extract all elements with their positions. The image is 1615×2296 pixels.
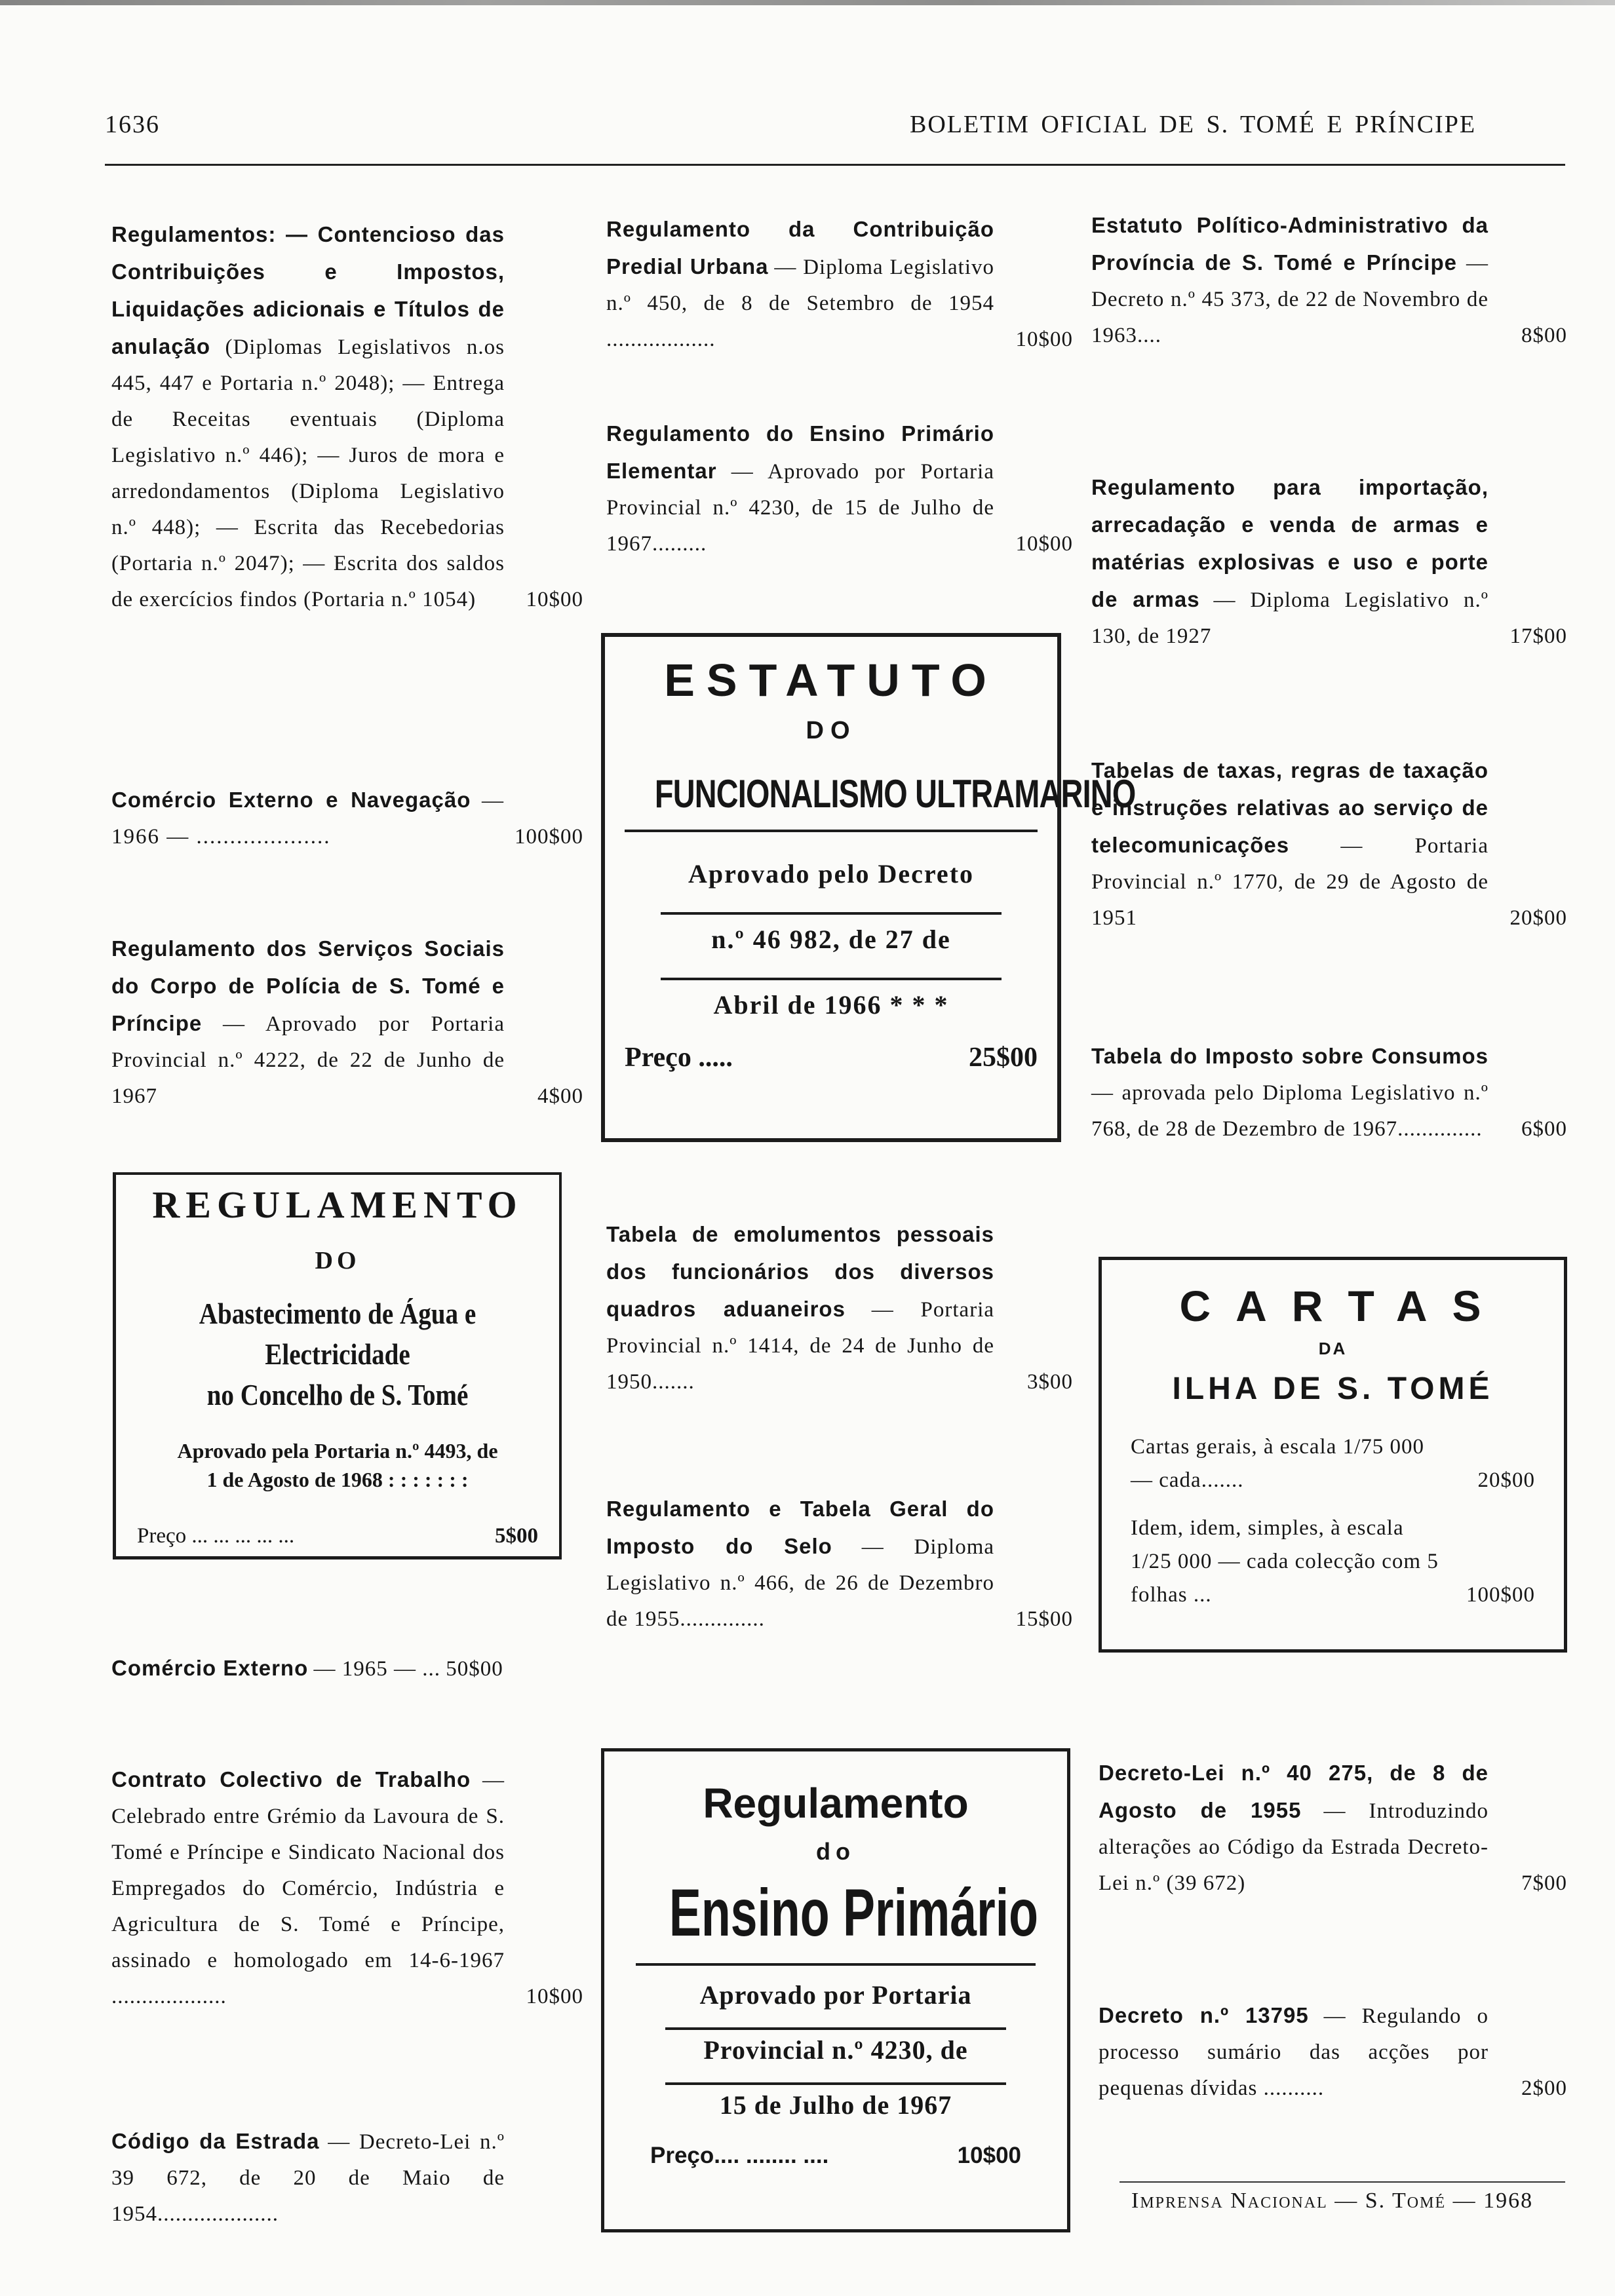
entry-estatuto-politico: [1091, 207, 1567, 354]
entry-title: Estatuto Político-Administrativo da Província de S. Tomé e Príncipe: [1091, 213, 1489, 275]
ad-item-text: Idem, idem, simples, à escala 1/25 000 — cada colecção com 5 folhas ...: [1131, 1516, 1439, 1607]
ad-price-list: [1102, 1430, 1564, 1612]
entry-title: Regulamento dos Serviços Sociais do Corpo de Polícia de S. Tomé e Príncipe: [111, 936, 505, 1035]
entry-price: 15$00: [1015, 1607, 1073, 1631]
entry-decreto-lei-40275: [1099, 1755, 1567, 1902]
ad-title-line: Abastecimento de Água e Electricidade: [199, 1297, 477, 1371]
entry-title: Regulamentos: — Contencioso das Contribuições e Impostos, Liquidações adicionais e Títulos de anulação: [111, 222, 505, 358]
ad-price-row: [605, 1042, 1057, 1073]
entry-title: Código da Estrada: [111, 2129, 320, 2153]
ad-subheading: DO: [806, 717, 857, 744]
entry-price: 17$00: [1509, 624, 1567, 648]
ad-approval-line: Aprovado pela Portaria n.º 4493, de: [177, 1439, 498, 1463]
entry-armas-explosivas: [1091, 469, 1567, 655]
entry-price: 4$00: [537, 1084, 583, 1108]
ad-price: 10$00: [957, 2143, 1021, 2168]
entry-detail: — aprovada pelo Diploma Legislativo n.º 768, de 28 de Dezembro de 1967..............: [1091, 1081, 1489, 1141]
entry-title: Tabela de emolumentos pessoais dos funcionários dos diversos quadros aduaneiros: [606, 1222, 994, 1321]
entry-price: 10$00: [526, 588, 583, 611]
ad-divider: [636, 1963, 1036, 1966]
entry-price: 7$00: [1521, 1871, 1567, 1895]
ad-price-item: [1131, 1430, 1535, 1497]
ad-regulamento-abastecimento: [113, 1172, 562, 1559]
ad-approval: [604, 1975, 1067, 2126]
entry-title: Regulamento da Contribuição Predial Urbana: [606, 217, 994, 278]
ad-subheading: DO: [315, 1247, 360, 1274]
entry-price: 3$00: [1027, 1370, 1073, 1394]
entry-contribuicao-predial: [606, 211, 1073, 358]
ad-approval: [605, 849, 1057, 1030]
entry-ensino-primario-elementar: [606, 415, 1073, 562]
entry-price: 10$00: [526, 1985, 583, 2008]
ad-subheading: DA: [1318, 1339, 1348, 1358]
entry-detail: — Diploma Legislativo n.º 466, de 26 de Dezembro de 1955..............: [606, 1535, 995, 1631]
entry-title: Regulamento para importação, arrecadação e venda de armas e matérias explosivas e uso e porte de armas: [1091, 475, 1489, 611]
ad-item-text: Cartas gerais, à escala 1/75 000 — cada.......: [1131, 1435, 1425, 1492]
entry-price: 20$00: [1509, 906, 1567, 930]
entry-price: 6$00: [1521, 1117, 1567, 1141]
entry-codigo-estrada: [111, 2123, 583, 2232]
ad-price-label: Preço .....: [625, 1043, 733, 1073]
ad-price-label: Preço ... ... ... ... ...: [137, 1524, 295, 1548]
ad-item-price: 20$00: [1477, 1468, 1535, 1492]
entry-title: Comércio Externo e Navegação: [111, 788, 471, 812]
entry-tabelas-telecomunicacoes: [1091, 752, 1567, 936]
ad-approval: [116, 1436, 559, 1494]
entry-title: Tabelas de taxas, regras de taxação e instruções relativas ao serviço de telecomunicações: [1091, 758, 1489, 857]
entry-servicos-sociais: [111, 930, 583, 1115]
entry-detail: — Aprovado por Portaria Provincial n.º 4230, de 15 de Julho de 1967.........: [606, 460, 994, 556]
ad-approval-line: Aprovado pelo Decreto: [688, 859, 975, 889]
top-edge-mark: [0, 0, 1615, 5]
ad-cartas-ilha: [1099, 1257, 1567, 1653]
entry-detail: — Aprovado por Portaria Provincial n.º 4222, de 22 de Junho de 1967: [111, 1012, 505, 1108]
footer-rule: [1119, 2181, 1565, 2183]
ad-title: FUNCIONALISMO ULTRAMARINO: [654, 772, 1136, 816]
entry-price: 10$00: [1015, 532, 1073, 556]
entry-imposto-selo: [606, 1491, 1073, 1637]
ad-heading: CARTAS: [1179, 1282, 1506, 1330]
ad-price-item: [1131, 1512, 1535, 1612]
entry-comercio-1965: [111, 1650, 583, 1687]
page-number: 1636: [105, 111, 160, 138]
entry-price: 100$00: [515, 825, 583, 849]
ad-price: 25$00: [969, 1043, 1038, 1073]
ad-approval-line: Aprovado por Portaria: [699, 1980, 972, 2010]
entry-contrato-colectivo: [111, 1761, 583, 2015]
entry-decreto-13795: [1099, 1997, 1567, 2107]
entry-price: 50$00: [446, 1657, 503, 1681]
entry-detail: — Decreto n.º 45 373, de 22 de Novembro de 1963....: [1091, 252, 1489, 347]
entry-detail: — Regulando o processo sumário das acções por pequenas dívidas ..........: [1099, 2004, 1489, 2100]
entry-regulamentos: [111, 216, 583, 618]
entry-price: 2$00: [1521, 2076, 1567, 2100]
ad-approval-line: 15 de Julho de 1967: [719, 2090, 952, 2120]
ad-regulamento-ensino-primario: [601, 1748, 1070, 2232]
entry-title: Regulamento e Tabela Geral do Imposto do Selo: [606, 1497, 994, 1558]
entry-detail: — Portaria Provincial n.º 1414, de 24 de Junho de 1950.......: [606, 1298, 995, 1394]
ad-approval-line: 1 de Agosto de 1968 : : : : : : :: [206, 1468, 469, 1491]
entry-detail: — 1965 — ...: [313, 1657, 440, 1681]
ad-title: ILHA DE S. TOMÉ: [1172, 1371, 1494, 1406]
entry-detail: — 1966 — ....................: [111, 789, 505, 849]
entry-imposto-consumos: [1091, 1038, 1567, 1147]
ad-approval-line: Provincial n.º 4230, de: [703, 2035, 968, 2065]
ad-divider: [625, 830, 1038, 832]
ad-heading: ESTATUTO: [664, 655, 998, 706]
entry-detail: — Diploma Legislativo n.º 130, de 1927: [1091, 588, 1489, 648]
ad-heading: Regulamento: [703, 1780, 969, 1827]
ad-estatuto-funcionalismo: [601, 633, 1136, 1142]
ad-price: 5$00: [495, 1524, 538, 1548]
entry-title: Regulamento do Ensino Primário Elementar: [606, 421, 994, 483]
entry-detail: — Celebrado entre Grémio da Lavoura de S. Tomé e Príncipe e Sindicato Nacional dos Empregados do Comércio, Indústria e Agricultura de S. Tomé e Príncipe, assinado e homologado em 14-6-1967 ...................: [111, 1769, 505, 2008]
entry-detail: (Diplomas Legislativos n.os 445, 447 e Portaria n.º 2048); — Entrega de Receitas eventuais (Diploma Legislativo n.º 446); — Juros de mora e arredondamentos (Diploma Legislativo n.º 448); — Escrita das Recebedorias (Portaria n.º 2047); — Escrita dos saldos de exercícios findos (Portaria n.º 1054): [111, 335, 505, 611]
entry-comercio-navegacao: [111, 782, 583, 855]
entry-price: 10$00: [1015, 328, 1073, 351]
ad-subheading: do: [816, 1838, 855, 1865]
ad-price-row: [604, 2143, 1067, 2169]
entry-title: Decreto-Lei n.º 40 275, de 8 de Agosto de 1955: [1099, 1761, 1489, 1822]
entry-title: Comércio Externo: [111, 1656, 309, 1680]
entry-tabela-emolumentos: [606, 1216, 1073, 1400]
ad-title: Ensino Primário: [669, 1875, 1039, 1950]
entry-detail: — Portaria Provincial n.º 1770, de 29 de Agosto de 1951: [1091, 834, 1489, 930]
header-rule: [105, 164, 1565, 166]
ad-item-price: 100$00: [1466, 1583, 1535, 1607]
ad-approval-line: Abril de 1966 * * *: [713, 990, 949, 1020]
ad-title-line: no Concelho de S. Tomé: [206, 1378, 469, 1411]
ad-approval-line: n.º 46 982, de 27 de: [711, 925, 951, 954]
footer-imprint: Imprensa Nacional — S. Tomé — 1968: [1131, 2189, 1534, 2213]
ad-heading: REGULAMENTO: [152, 1183, 523, 1226]
entry-detail: — Introduzindo alterações ao Código da Estrada Decreto-Lei n.º (39 672): [1099, 1799, 1489, 1895]
entry-detail: — Decreto-Lei n.º 39 672, de 20 de Maio de 1954....................: [111, 2130, 505, 2226]
entry-title: Decreto n.º 13795: [1099, 2003, 1309, 2027]
entry-price: 8$00: [1521, 324, 1567, 347]
entry-title: Contrato Colectivo de Trabalho: [111, 1767, 471, 1791]
entry-detail: — Diploma Legislativo n.º 450, de 8 de Setembro de 1954 ..................: [606, 256, 994, 351]
ad-title: [149, 1293, 526, 1415]
publication-title: BOLETIM OFICIAL DE S. TOMÉ E PRÍNCIPE: [910, 111, 1477, 138]
entry-title: Tabela do Imposto sobre Consumos: [1091, 1044, 1489, 1068]
ad-price-label: Preço.... ........ ....: [650, 2143, 829, 2168]
ad-price-row: [116, 1524, 559, 1548]
